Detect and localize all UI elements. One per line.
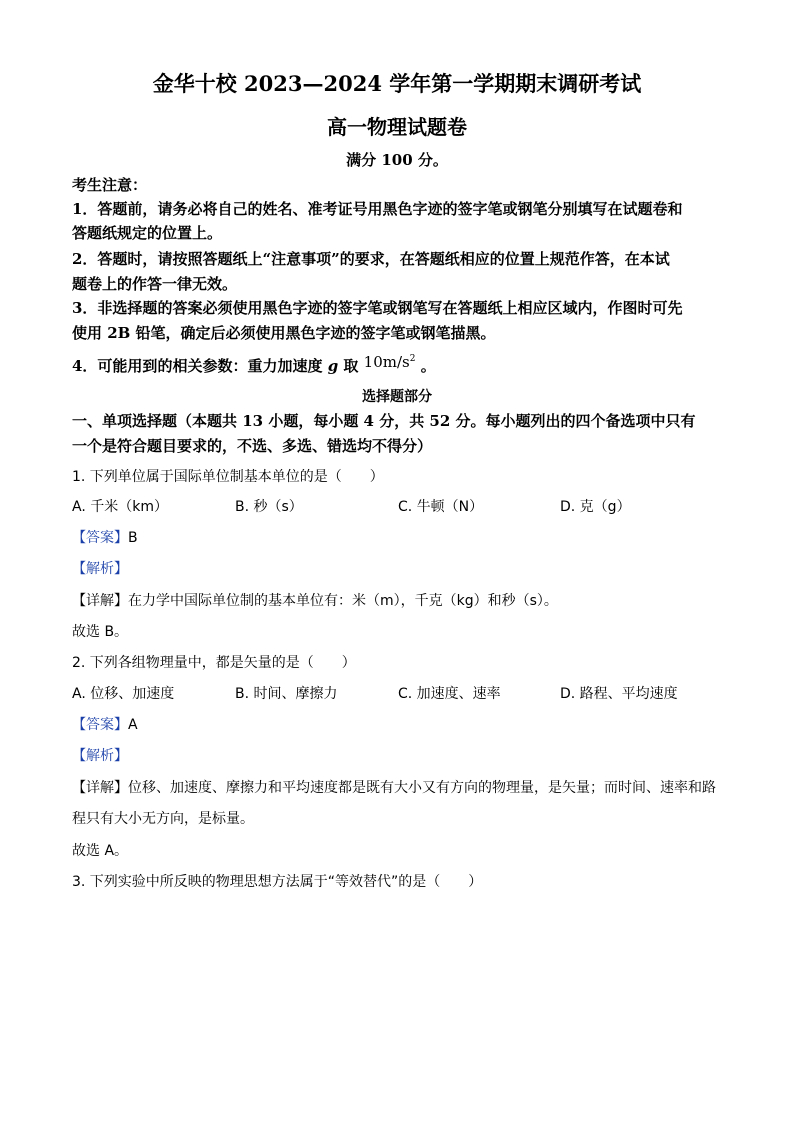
question-1-option-a: A. 千米（km）: [72, 499, 168, 515]
question-1-option-d: D. 克（g）: [560, 499, 631, 515]
full-score: 满分 100 分。: [346, 151, 448, 169]
section-title: 选择题部分: [362, 389, 432, 405]
section-intro-line-1: 一、单项选择题（本题共 13 小题，每小题 4 分，共 52 分。每小题列出的四个备选项中只有: [72, 412, 696, 430]
question-1-option-b: B. 秒（s）: [235, 499, 303, 515]
question-2-option-d: D. 路程、平均速度: [560, 686, 678, 702]
question-2-option-a: A. 位移、加速度: [72, 686, 175, 702]
question-1-conclusion: 故选 B。: [72, 624, 129, 640]
question-2-analysis-label: 【解析】: [72, 748, 128, 764]
question-1-analysis-label: 【解析】: [72, 561, 128, 577]
question-2-option-c: C. 加速度、速率: [398, 686, 501, 702]
section-intro-line-2: 一个是符合题目要求的，不选、多选、错选均不得分）: [72, 437, 433, 455]
question-1-detail: 【详解】在力学中国际单位制的基本单位有：米（m），千克（kg）和秒（s）。: [72, 593, 558, 609]
paper-subtitle: 高一物理试题卷: [327, 115, 467, 139]
notice-item-4-prefix: 4．可能用到的相关参数：重力加速度: [72, 357, 323, 375]
notice-item-2-line-2: 题卷上的作答一律无效。: [72, 275, 238, 293]
question-2-option-b: B. 时间、摩擦力: [235, 686, 338, 702]
notice-item-1-line-2: 答题纸规定的位置上。: [72, 224, 223, 242]
notice-item-4: [72, 355, 436, 376]
question-2-answer: 【答案】A: [72, 717, 138, 733]
question-1-stem: 1. 下列单位属于国际单位制基本单位的是（ ）: [72, 469, 384, 485]
question-2-detail: 【详解】位移、加速度、摩擦力和平均速度都是既有大小又有方向的物理量，是矢量；而时间、速率和路: [72, 780, 716, 796]
exam-title: 金华十校 2023—2024 学年第一学期期末调研考试: [152, 71, 642, 96]
gravity-value: $10m/s^2$: [363, 353, 416, 371]
question-1-answer-value: B: [128, 530, 138, 546]
question-2-stem: 2. 下列各组物理量中，都是矢量的是（ ）: [72, 655, 356, 671]
notice-item-3-line-1: 3．非选择题的答案必须使用黑色字迹的签字笔或钢笔写在答题纸上相应区域内，作图时可先: [72, 299, 683, 317]
question-2-conclusion: 故选 A。: [72, 843, 129, 859]
notice-item-3-line-2: 使用 2B 铅笔，确定后必须使用黑色字迹的签字笔或钢笔描黑。: [72, 324, 496, 342]
question-1-option-c: C. 牛顿（N）: [398, 499, 484, 515]
notice-heading: 考生注意：: [72, 176, 148, 194]
question-2-detail-text-line-2: 程只有大小无方向，是标量。: [72, 811, 254, 827]
question-1-answer: 【答案】B: [72, 530, 138, 546]
gravity-symbol: g: [327, 357, 339, 375]
notice-item-4-mid: 取: [343, 357, 359, 375]
notice-item-1-line-1: 1．答题前，请务必将自己的姓名、准考证号用黑色字迹的签字笔或钢笔分别填写在试题卷和: [72, 200, 683, 218]
question-2-detail-text-line-1: 位移、加速度、摩擦力和平均速度都是既有大小又有方向的物理量，是矢量；而时间、速率和路: [128, 780, 716, 796]
question-3-stem: 3. 下列实验中所反映的物理思想方法属于“等效替代”的是（ ）: [72, 874, 483, 890]
question-2-answer-value: A: [128, 717, 138, 733]
question-1-detail-text: 在力学中国际单位制的基本单位有：米（m），千克（kg）和秒（s）。: [128, 593, 558, 609]
notice-item-2-line-1: 2．答题时，请按照答题纸上“注意事项”的要求，在答题纸相应的位置上规范作答，在本试: [72, 250, 670, 268]
notice-item-4-end: 。: [420, 357, 436, 375]
